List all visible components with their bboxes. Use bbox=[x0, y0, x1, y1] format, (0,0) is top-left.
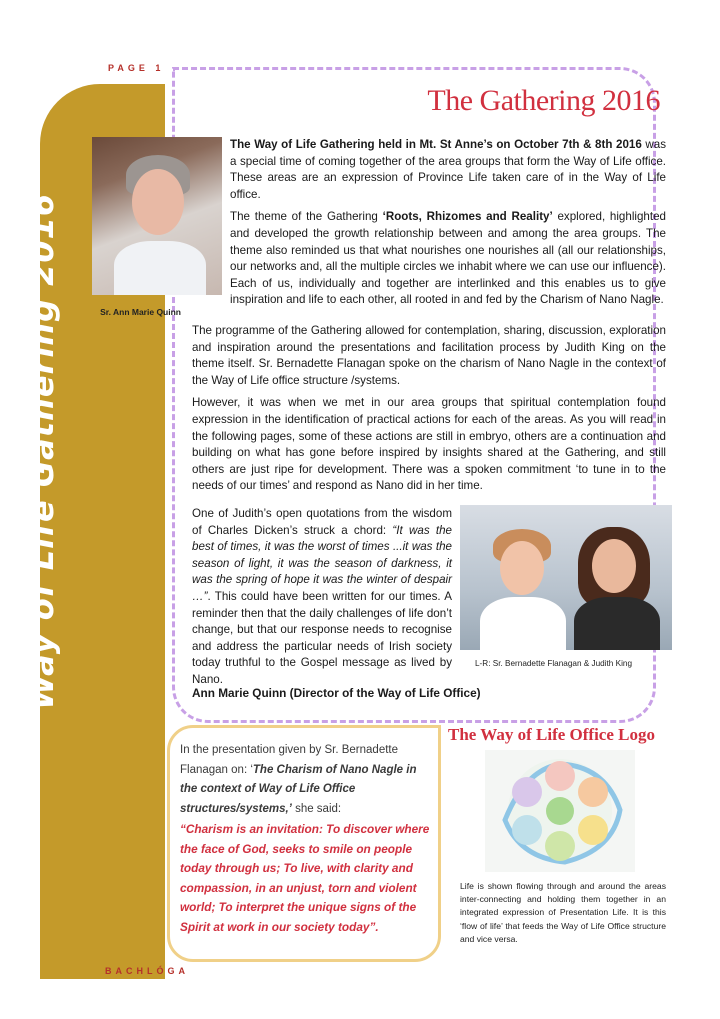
quote-intro-end: she said: bbox=[291, 802, 342, 815]
presentation-title: The Charism of Nano Nagle in the context of Way of Life Office structures/systems,’ bbox=[180, 763, 417, 815]
paragraph-5-rest: . This could have been written for our times. A reminder then that the daily challenges of life don’t change, but that our response needs to recognise and address the particular needs of Irish society today truthful to the Gospel message as lived by Nano. bbox=[192, 589, 452, 686]
article-quote-paragraph bbox=[192, 506, 452, 695]
author-signature: Ann Marie Quinn (Director of the Way of Life Office) bbox=[192, 686, 481, 700]
paragraph-1-rest: was a special time of coming together of the area groups that form the Way of Life office. These areas are an expression of Province Life taken care of in the Way of Life office. bbox=[230, 138, 667, 201]
paragraph-5-start: One of Judith’s open quotations from the wisdom of Charles Dicken’s struck a chord: bbox=[192, 507, 452, 537]
quote-intro bbox=[180, 741, 428, 819]
charism-quote: “Charism is an invitation: To discover where the face of God, seeks to smile on people today through us; To live, with clarity and compassion, in an unjust, torn and violent world; To interpret the unique signs of the Spirit at work in our society today”. bbox=[180, 822, 430, 934]
paragraph-1-bold: The Way of Life Gathering held in Mt. St Anne’s on October 7th & 8th 2016 bbox=[230, 138, 642, 151]
paragraph-5 bbox=[192, 506, 452, 689]
group-photo bbox=[460, 505, 672, 650]
paragraph-3: The programme of the Gathering allowed for contemplation, sharing, discussion, exploration and inspiration around the presentations and facilitation process by Judith King on the theme itself. Sr. Bernadette Flanagan spoke on the charism of Nano Nagle in the context of the Way of Life office structure /systems. bbox=[192, 324, 666, 387]
group-photo-caption: L-R: Sr. Bernadette Flanagan & Judith King bbox=[475, 659, 633, 668]
page-title: The Gathering 2016 bbox=[427, 84, 660, 117]
vertical-title: Way of Life Gathering 2016 bbox=[23, 192, 61, 710]
paragraph-2-rest: explored, highlighted and developed the growth relationship between and among the area groups. The theme also reminded us that what nourishes one nourishes all (all our relationships, our networks and, all the multiple circles we inhabit where we can use our influence). Each of us, individually and together are interlinked and this enables us to give inspiration and life to each other, all rooted in and fed by the Charism of Nano Nagle. bbox=[230, 210, 666, 307]
paragraph-4: However, it was when we met in our area groups that spiritual contemplation found expression in the identification of practical actions for each of the areas. As you will read in the following pages, some of these actions are still in embryo, others are a continuation and building on what has gone before inspired by insights shared at the Gathering, and still others are just ripe for development. There was a spoken commitment ‘to tune in to the needs of our times’ and respond as Nano did in her time. bbox=[192, 396, 666, 493]
logo-graphic bbox=[485, 750, 635, 872]
portrait-photo bbox=[92, 137, 222, 295]
way-of-life-logo bbox=[485, 750, 635, 872]
article-body bbox=[192, 323, 666, 501]
article-intro bbox=[230, 137, 666, 315]
logo-description: Life is shown flowing through and around the areas inter-connecting and holding them together in an integrated expression of Presentation Life. It is this ‘flow of life’ that feeds the Way of Life Office structure and vice versa. bbox=[460, 881, 666, 944]
paragraph-2 bbox=[230, 209, 666, 309]
dickens-quote: “It was the best of times, it was the worst of times ...it was the season of light, it was the season of darkness, it was the spring of hope it was the winter of despair …” bbox=[192, 523, 452, 603]
footer-label: BACHLÓGA bbox=[105, 966, 189, 976]
quote-intro-start: In the presentation given by Sr. Bernadette Flanagan on: ‘ bbox=[180, 744, 399, 776]
portrait-caption: Sr. Ann Marie Quinn bbox=[100, 307, 181, 317]
logo-section-title: The Way of Life Office Logo bbox=[448, 725, 655, 744]
paragraph-2-start: The theme of the Gathering bbox=[230, 210, 383, 224]
paragraph-1 bbox=[230, 137, 666, 203]
theme-name: ‘Roots, Rhizomes and Reality’ bbox=[382, 210, 553, 224]
page-label: PAGE 1 bbox=[108, 63, 165, 73]
